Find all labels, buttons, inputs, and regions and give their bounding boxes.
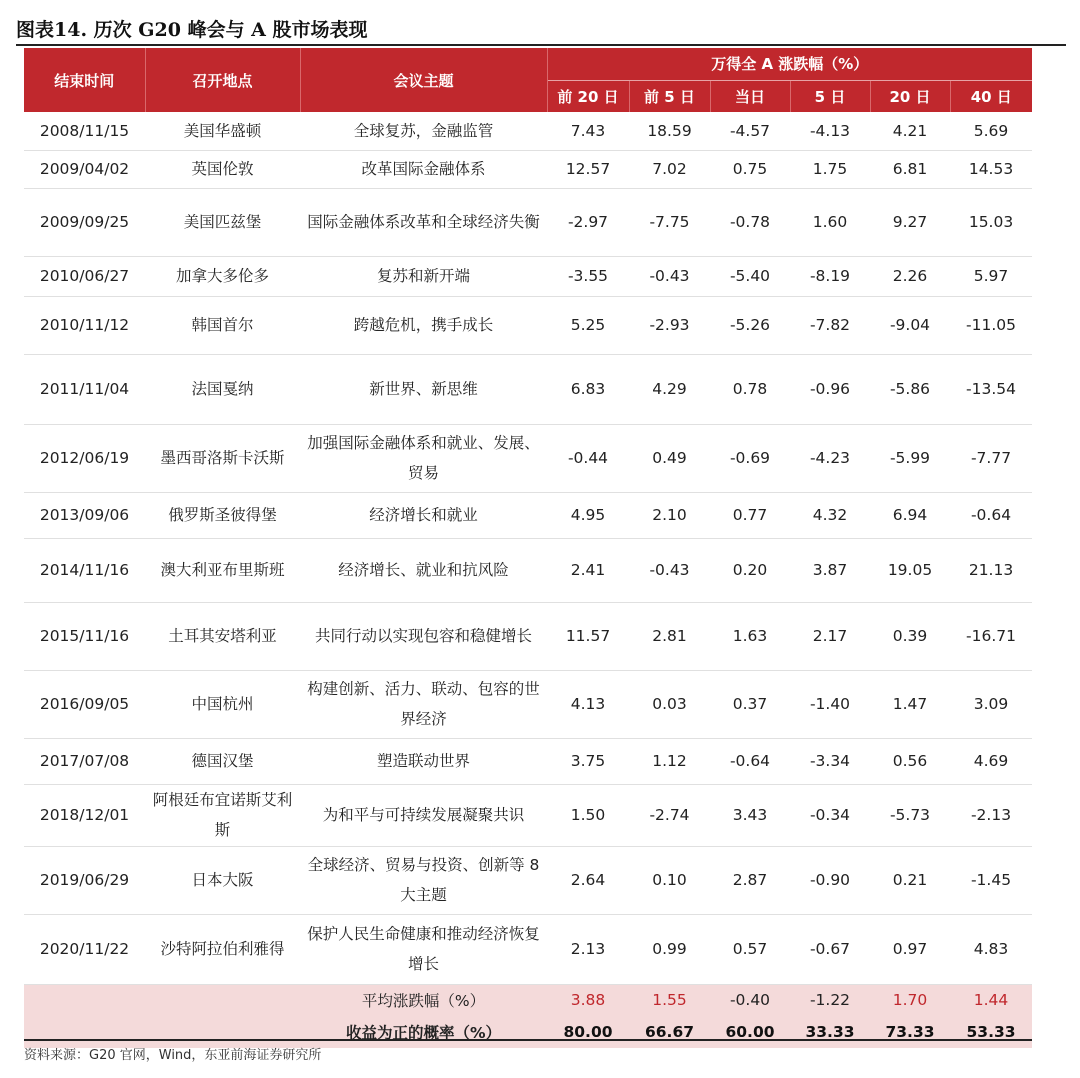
cell-value: 1.47 [870, 670, 950, 738]
cell-value: 1.60 [790, 188, 870, 256]
cell-value: 2.64 [547, 846, 629, 914]
cell-value: 4.21 [870, 112, 950, 150]
cell-value: -1.45 [950, 846, 1032, 914]
header-sub-40d: 40 日 [950, 80, 1032, 112]
source-note: 资料来源：G20 官网，Wind，东亚前海证券研究所 [24, 1048, 322, 1063]
summary-blank [24, 1016, 300, 1048]
cell-place: 韩国首尔 [145, 296, 300, 354]
summary-label: 收益为正的概率（%） [300, 1016, 547, 1048]
cell-value: -16.71 [950, 602, 1032, 670]
cell-value: -2.13 [950, 784, 1032, 846]
cell-place: 墨西哥洛斯卡沃斯 [145, 424, 300, 492]
header-sub-day: 当日 [710, 80, 790, 112]
cell-date: 2013/09/06 [24, 492, 145, 538]
header-date: 结束时间 [24, 48, 145, 112]
cell-value: 2.10 [629, 492, 710, 538]
cell-date: 2014/11/16 [24, 538, 145, 602]
cell-value: -5.40 [710, 256, 790, 296]
table-row [24, 354, 1032, 424]
cell-value: -7.82 [790, 296, 870, 354]
cell-topic: 跨越危机，携手成长 [300, 296, 547, 354]
cell-value: -0.69 [710, 424, 790, 492]
table-row [24, 256, 1032, 296]
table-row [24, 914, 1032, 984]
cell-value: 0.37 [710, 670, 790, 738]
cell-date: 2018/12/01 [24, 784, 145, 846]
cell-value: 0.97 [870, 914, 950, 984]
cell-topic: 构建创新、活力、联动、包容的世界经济 [300, 670, 547, 738]
cell-value: -5.99 [870, 424, 950, 492]
cell-value: 4.69 [950, 738, 1032, 784]
cell-value: 4.32 [790, 492, 870, 538]
cell-date: 2017/07/08 [24, 738, 145, 784]
cell-date: 2019/06/29 [24, 846, 145, 914]
cell-value: -3.34 [790, 738, 870, 784]
cell-value: -0.34 [790, 784, 870, 846]
cell-value: 6.81 [870, 150, 950, 188]
cell-value: -8.19 [790, 256, 870, 296]
summary-label: 平均涨跌幅（%） [300, 984, 547, 1016]
cell-value: 1.50 [547, 784, 629, 846]
summary-value: 1.44 [950, 984, 1032, 1016]
cell-place: 阿根廷布宜诺斯艾利斯 [145, 784, 300, 846]
cell-value: -5.73 [870, 784, 950, 846]
table-body [24, 112, 1032, 1048]
cell-topic: 为和平与可持续发展凝聚共识 [300, 784, 547, 846]
cell-value: 0.20 [710, 538, 790, 602]
cell-value: 2.87 [710, 846, 790, 914]
cell-value: -0.64 [710, 738, 790, 784]
cell-value: 5.25 [547, 296, 629, 354]
summary-value: 1.70 [870, 984, 950, 1016]
cell-value: 6.83 [547, 354, 629, 424]
table-row [24, 670, 1032, 738]
summary-value: 73.33 [870, 1016, 950, 1048]
cell-value: -5.86 [870, 354, 950, 424]
g20-table [24, 48, 1032, 1048]
cell-place: 澳大利亚布里斯班 [145, 538, 300, 602]
cell-value: -5.26 [710, 296, 790, 354]
cell-date: 2012/06/19 [24, 424, 145, 492]
cell-value: 21.13 [950, 538, 1032, 602]
cell-topic: 经济增长、就业和抗风险 [300, 538, 547, 602]
cell-place: 日本大阪 [145, 846, 300, 914]
header-topic: 会议主题 [300, 48, 547, 112]
cell-value: 9.27 [870, 188, 950, 256]
cell-date: 2010/06/27 [24, 256, 145, 296]
cell-topic: 共同行动以实现包容和稳健增长 [300, 602, 547, 670]
table-row [24, 738, 1032, 784]
summary-value: -0.40 [710, 984, 790, 1016]
cell-value: 0.78 [710, 354, 790, 424]
cell-value: 2.26 [870, 256, 950, 296]
cell-value: -4.23 [790, 424, 870, 492]
cell-value: 0.03 [629, 670, 710, 738]
cell-date: 2016/09/05 [24, 670, 145, 738]
summary-value: 33.33 [790, 1016, 870, 1048]
cell-value: -4.13 [790, 112, 870, 150]
cell-value: 18.59 [629, 112, 710, 150]
cell-value: 0.57 [710, 914, 790, 984]
cell-value: -2.97 [547, 188, 629, 256]
table-row [24, 296, 1032, 354]
cell-value: -11.05 [950, 296, 1032, 354]
cell-value: 2.41 [547, 538, 629, 602]
cell-value: -0.96 [790, 354, 870, 424]
cell-date: 2020/11/22 [24, 914, 145, 984]
cell-place: 俄罗斯圣彼得堡 [145, 492, 300, 538]
cell-value: 0.49 [629, 424, 710, 492]
table-row [24, 784, 1032, 846]
table-row [24, 492, 1032, 538]
summary-value: 60.00 [710, 1016, 790, 1048]
cell-value: 15.03 [950, 188, 1032, 256]
cell-value: 0.56 [870, 738, 950, 784]
cell-value: 5.97 [950, 256, 1032, 296]
table-row [24, 188, 1032, 256]
cell-value: -7.75 [629, 188, 710, 256]
cell-topic: 加强国际金融体系和就业、发展、贸易 [300, 424, 547, 492]
cell-topic: 改革国际金融体系 [300, 150, 547, 188]
cell-value: 1.63 [710, 602, 790, 670]
cell-value: -0.64 [950, 492, 1032, 538]
summary-value: 66.67 [629, 1016, 710, 1048]
cell-value: -0.78 [710, 188, 790, 256]
header-sub-5d: 5 日 [790, 80, 870, 112]
cell-value: 2.81 [629, 602, 710, 670]
cell-place: 法国戛纳 [145, 354, 300, 424]
cell-value: -13.54 [950, 354, 1032, 424]
cell-date: 2009/04/02 [24, 150, 145, 188]
table-row [24, 424, 1032, 492]
cell-topic: 国际金融体系改革和全球经济失衡 [300, 188, 547, 256]
cell-value: -0.67 [790, 914, 870, 984]
cell-value: 0.77 [710, 492, 790, 538]
prob-row [24, 1016, 1032, 1048]
cell-place: 美国华盛顿 [145, 112, 300, 150]
cell-value: 0.75 [710, 150, 790, 188]
header-place: 召开地点 [145, 48, 300, 112]
cell-value: 2.17 [790, 602, 870, 670]
cell-value: -0.43 [629, 538, 710, 602]
cell-value: 6.94 [870, 492, 950, 538]
cell-value: 3.75 [547, 738, 629, 784]
cell-value: 1.75 [790, 150, 870, 188]
cell-value: 0.39 [870, 602, 950, 670]
cell-topic: 塑造联动世界 [300, 738, 547, 784]
cell-value: 5.69 [950, 112, 1032, 150]
table-row [24, 602, 1032, 670]
cell-place: 德国汉堡 [145, 738, 300, 784]
summary-value: 3.88 [547, 984, 629, 1016]
cell-value: -0.44 [547, 424, 629, 492]
cell-value: 4.13 [547, 670, 629, 738]
cell-value: 4.29 [629, 354, 710, 424]
cell-place: 英国伦敦 [145, 150, 300, 188]
cell-topic: 经济增长和就业 [300, 492, 547, 538]
cell-topic: 全球经济、贸易与投资、创新等 8 大主题 [300, 846, 547, 914]
cell-value: 0.99 [629, 914, 710, 984]
cell-date: 2008/11/15 [24, 112, 145, 150]
cell-topic: 新世界、新思维 [300, 354, 547, 424]
summary-value: 53.33 [950, 1016, 1032, 1048]
cell-value: -3.55 [547, 256, 629, 296]
cell-date: 2009/09/25 [24, 188, 145, 256]
cell-value: 12.57 [547, 150, 629, 188]
cell-place: 美国匹兹堡 [145, 188, 300, 256]
summary-value: 1.55 [629, 984, 710, 1016]
table-row [24, 112, 1032, 150]
cell-value: 14.53 [950, 150, 1032, 188]
header-sub-20d: 20 日 [870, 80, 950, 112]
cell-value: -2.74 [629, 784, 710, 846]
header-group: 万得全 A 涨跌幅（%） [547, 48, 1032, 80]
cell-place: 土耳其安塔利亚 [145, 602, 300, 670]
summary-value: -1.22 [790, 984, 870, 1016]
cell-value: -0.43 [629, 256, 710, 296]
cell-date: 2010/11/12 [24, 296, 145, 354]
cell-value: -4.57 [710, 112, 790, 150]
header-sub-pre20: 前 20 日 [547, 80, 629, 112]
cell-value: 0.21 [870, 846, 950, 914]
cell-value: 4.95 [547, 492, 629, 538]
cell-value: 3.09 [950, 670, 1032, 738]
cell-value: 19.05 [870, 538, 950, 602]
cell-value: -9.04 [870, 296, 950, 354]
cell-value: 1.12 [629, 738, 710, 784]
cell-value: 2.13 [547, 914, 629, 984]
cell-value: 7.43 [547, 112, 629, 150]
cell-value: 4.83 [950, 914, 1032, 984]
cell-topic: 复苏和新开端 [300, 256, 547, 296]
cell-value: 3.87 [790, 538, 870, 602]
cell-value: -2.93 [629, 296, 710, 354]
cell-value: -0.90 [790, 846, 870, 914]
cell-place: 沙特阿拉伯利雅得 [145, 914, 300, 984]
header-sub-pre5: 前 5 日 [629, 80, 710, 112]
avg-row [24, 984, 1032, 1016]
cell-value: 0.10 [629, 846, 710, 914]
table-row [24, 538, 1032, 602]
cell-topic: 全球复苏，金融监管 [300, 112, 547, 150]
cell-place: 加拿大多伦多 [145, 256, 300, 296]
bottom-rule [24, 1039, 1032, 1041]
cell-topic: 保护人民生命健康和推动经济恢复增长 [300, 914, 547, 984]
cell-place: 中国杭州 [145, 670, 300, 738]
cell-value: -7.77 [950, 424, 1032, 492]
cell-value: -1.40 [790, 670, 870, 738]
cell-date: 2011/11/04 [24, 354, 145, 424]
table-row [24, 150, 1032, 188]
cell-value: 7.02 [629, 150, 710, 188]
cell-value: 11.57 [547, 602, 629, 670]
cell-value: 3.43 [710, 784, 790, 846]
summary-blank [24, 984, 300, 1016]
table-row [24, 846, 1032, 914]
cell-date: 2015/11/16 [24, 602, 145, 670]
figure-title: 图表14. 历次 G20 峰会与 A 股市场表现 [16, 14, 1066, 46]
summary-value: 80.00 [547, 1016, 629, 1048]
